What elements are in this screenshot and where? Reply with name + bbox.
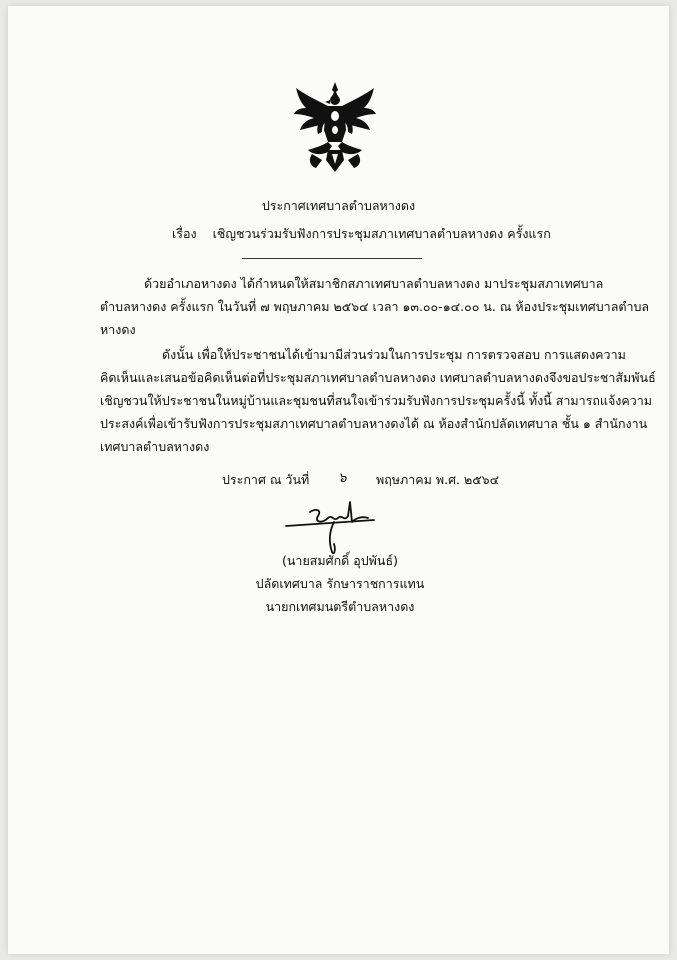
paragraph-line: ด้วยอำเภอหางดง ได้กำหนดให้สมาชิกสภาเทศบาลตำบลหางดง มาประชุมสภาเทศบาล bbox=[144, 276, 604, 291]
signature-scribble bbox=[282, 500, 378, 558]
signatory-name: (นายสมศักดิ์ อุปพันธ์) bbox=[282, 553, 398, 568]
paragraph-line: ประสงค์เพื่อเข้ารับฟังการประชุมสภาเทศบาลตำบลหางดงได้ ณ ห้องสำนักปลัดเทศบาล ชั้น ๑ สำนักงาน bbox=[100, 416, 648, 431]
subject-line bbox=[172, 224, 551, 244]
date-month-year: พฤษภาคม พ.ศ. ๒๕๖๔ bbox=[376, 472, 500, 487]
paragraph-line: ตำบลหางดง ครั้งแรก ในวันที่ ๗ พฤษภาคม ๒๕๖๔ เวลา ๑๓.๐๐-๑๔.๐๐ น. ณ ห้องประชุมเทศบาลตำบล bbox=[100, 299, 650, 314]
paragraph-line: ดังนั้น เพื่อให้ประชาชนได้เข้ามามีส่วนร่วมในการประชุม การตรวจสอบ การแสดงความ bbox=[162, 347, 626, 362]
title-divider bbox=[242, 258, 422, 259]
subject-text: เชิญชวนร่วมรับฟังการประชุมสภาเทศบาลตำบลหางดง ครั้งแรก bbox=[212, 226, 551, 241]
subject-label: เรื่อง bbox=[172, 226, 197, 241]
paragraph-line: หางดง bbox=[100, 322, 136, 337]
date-prefix: ประกาศ ณ วันที่ bbox=[222, 472, 310, 487]
garuda-emblem-icon bbox=[292, 80, 378, 174]
document-title: ประกาศเทศบาลตำบลหางดง bbox=[261, 198, 416, 213]
paragraph-line: คิดเห็นและเสนอข้อคิดเห็นต่อที่ประชุมสภาเทศบาลตำบลหางดง เทศบาลตำบลหางดงจึงขอประชาสัมพันธ์ bbox=[100, 370, 656, 385]
signatory-position-title: นายกเทศมนตรีตำบลหางดง bbox=[265, 599, 415, 614]
paragraph-line: เทศบาลตำบลหางดง bbox=[100, 439, 210, 454]
date-day-handwritten: ๖ bbox=[338, 470, 347, 486]
paragraph-line: เชิญชวนให้ประชาชนในหมู่บ้านและชุมชนที่สนใจเข้าร่วมรับฟังการประชุมครั้งนี้ ทั้งนี้ สามารถแจ้งความ bbox=[100, 393, 653, 408]
signatory-position-acting: ปลัดเทศบาล รักษาราชการแทน bbox=[255, 576, 425, 591]
